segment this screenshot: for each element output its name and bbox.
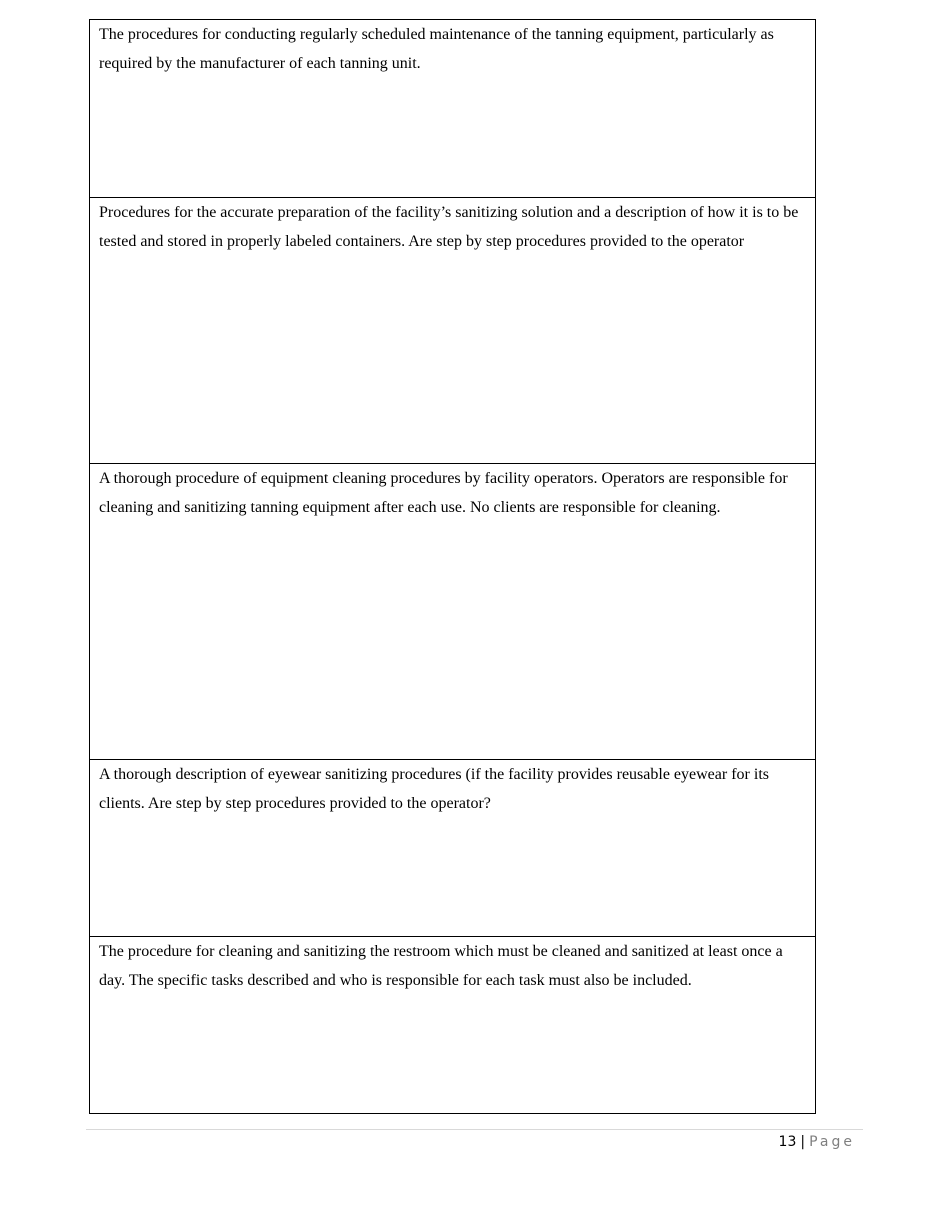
footer-separator: |	[800, 1134, 806, 1150]
sanitizing-solution-prompt: Procedures for the accurate preparation of the facility’s sanitizing solution and a description of how it is to be tested and stored in properly labeled containers. Are step by step procedures provided to the operator	[99, 204, 799, 251]
procedures-table	[89, 19, 816, 1114]
maintenance-procedures-prompt: The procedures for conducting regularly scheduled maintenance of the tanning equipment, particularly as required by the manufacturer of each tanning unit.	[99, 26, 774, 73]
footer-divider	[86, 1129, 863, 1130]
restroom-cleaning-prompt: The procedure for cleaning and sanitizing the restroom which must be cleaned and sanitized at least once a day. The specific tasks described and who is responsible for each task must also be included.	[99, 943, 783, 990]
page-footer	[779, 1132, 855, 1152]
table-row	[90, 937, 816, 1114]
table-row	[90, 464, 816, 760]
sanitizing-solution-cell[interactable]	[90, 198, 816, 464]
eyewear-sanitizing-cell[interactable]	[90, 760, 816, 937]
page-label: Page	[809, 1134, 855, 1150]
table-row	[90, 20, 816, 198]
restroom-cleaning-cell[interactable]	[90, 937, 816, 1114]
table-row	[90, 198, 816, 464]
equipment-cleaning-prompt: A thorough procedure of equipment cleaning procedures by facility operators. Operators are responsible for cleaning and sanitizing tanning equipment after each use. No clients are responsible for cleaning.	[99, 470, 788, 517]
maintenance-procedures-cell[interactable]	[90, 20, 816, 198]
page-number: 13	[778, 1134, 797, 1150]
eyewear-sanitizing-prompt: A thorough description of eyewear sanitizing procedures (if the facility provides reusable eyewear for its clients. Are step by step procedures provided to the operator?	[99, 766, 769, 813]
equipment-cleaning-cell[interactable]	[90, 464, 816, 760]
table-row	[90, 760, 816, 937]
